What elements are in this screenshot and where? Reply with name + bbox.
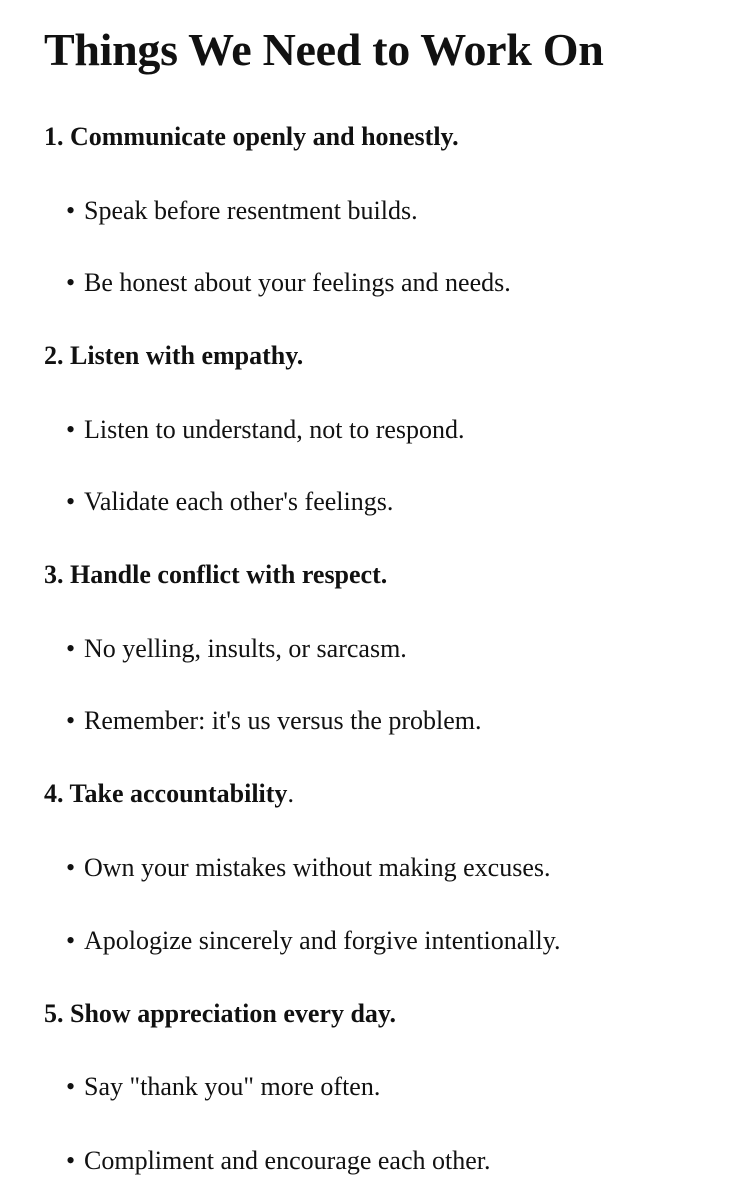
section-heading <box>44 121 459 153</box>
list-item <box>66 852 551 884</box>
list-item <box>66 705 482 737</box>
list-item-text: No yelling, insults, or sarcasm. <box>84 634 407 663</box>
bullet-dot: • <box>66 1072 76 1101</box>
section-heading <box>44 778 294 810</box>
section-heading-text: 5. Show appreciation every day. <box>44 999 396 1028</box>
list-item-text: Remember: it's us versus the problem. <box>84 706 482 735</box>
bullet-dot: • <box>66 196 76 225</box>
list-item <box>66 195 418 227</box>
section-heading <box>44 998 396 1030</box>
bullet-dot: • <box>66 268 76 297</box>
section-heading-text: 4. Take accountability <box>44 779 288 808</box>
section-heading <box>44 340 303 372</box>
bullet-dot: • <box>66 634 76 663</box>
list-item <box>66 1145 490 1177</box>
list-item <box>66 414 465 446</box>
bullet-dot: • <box>66 706 76 735</box>
section-heading-tail: . <box>287 779 294 808</box>
list-item <box>66 633 407 665</box>
bullet-dot: • <box>66 853 76 882</box>
list-item-text: Apologize sincerely and forgive intentionally. <box>84 926 561 955</box>
section-heading <box>44 559 387 591</box>
list-item-text: Speak before resentment builds. <box>84 196 418 225</box>
bullet-dot: • <box>66 926 76 955</box>
section-heading-text: 3. Handle conflict with respect. <box>44 560 388 589</box>
list-item-text: Listen to understand, not to respond. <box>84 415 465 444</box>
bullet-dot: • <box>66 487 76 516</box>
list-item-text: Own your mistakes without making excuses. <box>84 853 551 882</box>
list-item-text: Say "thank you" more often. <box>84 1072 381 1101</box>
list-item-text: Validate each other's feelings. <box>84 487 394 516</box>
section-heading-text: 1. Communicate openly and honestly. <box>44 122 459 151</box>
list-item <box>66 1071 380 1103</box>
list-item <box>66 925 561 957</box>
list-item-text: Be honest about your feelings and needs. <box>84 268 511 297</box>
list-item-text: Compliment and encourage each other. <box>84 1146 491 1175</box>
bullet-dot: • <box>66 1146 76 1175</box>
list-item <box>66 486 393 518</box>
list-item <box>66 267 511 299</box>
bullet-dot: • <box>66 415 76 444</box>
section-heading-text: 2. Listen with empathy. <box>44 341 304 370</box>
page-title: Things We Need to Work On <box>44 24 604 75</box>
